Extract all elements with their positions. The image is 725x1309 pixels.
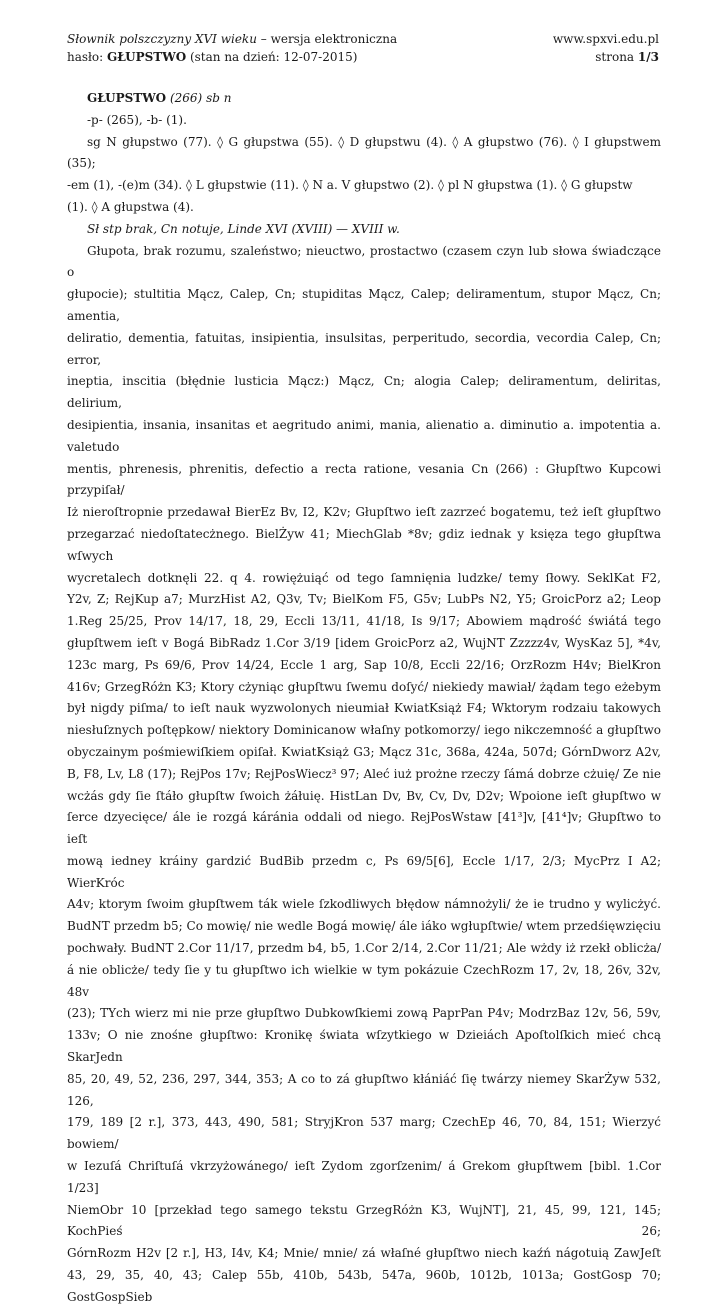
definition-line: w Iezuſá Chriſtuſá vkrzyżowánego/ ieſt Zydom zgorſzenim/ á Grekom głupſtwem [bibl. 1.Cor 1/23] <box>67 1159 661 1195</box>
definition-line: 43, 29, 35, 40, 43; Calep 55b, 410b, 543b, 547a, 960b, 1012b, 1013a; GostGosp 70; GostGospSieb <box>67 1268 661 1304</box>
definition-line: Iż nieroſtropnie przedawał BierEz Bv, I2, K2v; Głupſtwo ieſt zazrzeć bogatemu, też ieſt głupſtwo <box>67 505 661 520</box>
definition-line: deliratio, dementia, fatuitas, insipientia, insulsitas, perperitudo, secordia, vecordia Calep, Cn; error, <box>67 330 661 367</box>
entry-content <box>67 88 661 1309</box>
definition-line: głupſtwem ieſt v Bogá BibRadz 1.Cor 3/19 [idem GroicPorz a2, WujNT Zzzzz4v, WysKaz 5], *4v, <box>67 635 661 650</box>
definition-line: 1.Reg 25/25, Prov 14/17, 18, 29, Eccli 13/11, 41/18, Is 9/17; Abowiem mądrość świátá tego <box>67 614 661 629</box>
definition-line: NiemObr 10 [przekład tego samego tekstu GrzegRóżn K3, WujNT], 21, 45, 99, 121, 145; KochPieś 26; <box>67 1202 661 1239</box>
entry-info: hasło: GŁUPSTWO (stan na dzień: 12-07-2015) <box>67 50 358 64</box>
definition-line: BudNT przedm b5; Co mowię/ nie wedle Bogá mowię/ ále iáko wgłupſtwie/ wtem przedśięwzięciu <box>67 919 661 934</box>
headword-line <box>67 88 661 110</box>
inflection-line-2: -em (1), -(e)m (34). ◊ L głupstwie (11). ◊ N a. V głupstwo (2). ◊ pl N głupstwa (1). ◊ G głupstw <box>67 178 633 193</box>
inflection-line-3: (1). ◊ A głupstwa (4). <box>67 199 194 214</box>
definition-line: niesłuſznych poſtępkow/ niektory Dominicanow właſny potkomorzy/ iego nikczemność a głupſtwo <box>67 723 661 738</box>
definition-line: Y2v, Z; RejKup a7; MurzHist A2, Q3v, Tv; BielKom F5, G5v; LubPs N2, Y5; GroicPorz a2; Leop <box>67 592 661 607</box>
header-row-2 <box>67 48 659 66</box>
definition-line: głupocie); stultitia Mącz, Calep, Cn; stupiditas Mącz, Calep; deliramentum, stupor Mącz, Cn; amentia, <box>67 287 661 323</box>
definition-line: obyczainym pośmiewiſkiem opiſał. KwiatKsiąż G3; Mącz 31c, 368a, 424a, 507d; GórnDworz A2v, <box>67 744 661 759</box>
headword: GŁUPSTWO <box>87 91 167 105</box>
page-indicator: strona 1/3 <box>595 50 659 64</box>
definition-line: 416v; GrzegRóżn K3; Ktory cżyniąc głupſtwu ſwemu doſyć/ niekiedy mawiał/ żądam tego eżebym <box>67 679 661 694</box>
definition-line: ineptia, inscitia (błędnie lusticia Mącz:) Mącz, Cn; alogia Calep; deliramentum, deliritas, delirium, <box>67 374 661 411</box>
definition-line: (23); TYch wierz mi nie prze głupſtwo Dubkowſkiemi zową PaprPan P4v; ModrzBaz 12v, 56, 59v, <box>67 1006 661 1021</box>
inflection-line-1: sg N głupstwo (77). ◊ G głupstwa (55). ◊ D głupstwu (4). ◊ A głupstwo (76). ◊ I głupstwem (35); <box>67 134 661 171</box>
definition-line: GórnRozm H2v [2 r.], H3, I4v, K4; Mnie/ mnie/ zá właſné głupſtwo niech kaźń nágotuią ZawJeſt <box>67 1246 661 1261</box>
definition-line: A4v; ktorym ſwoim głupſtwem ták wiele ſzkodliwych błędow námnożyli/ że ie trudno y wylicżyć. <box>67 897 661 912</box>
definition-line: B, F8, Lv, L8 (17); RejPos 17v; RejPosWiecz³ 97; Aleć iuż prożne rzeczy ſámá dobrze cżuię/ Ze nie <box>67 766 661 781</box>
definition-line: mentis, phrenesis, phrenitis, defectio a recta ratione, vesania Cn (266) : Głupſtwo Kupcowi przypiſał/ <box>67 461 661 498</box>
definition-line: wycretalech dotknęli 22. q 4. rowiężuiąć od tego ſamnięnia ludzke/ temy ſłowy. SeklKat F2, <box>67 570 661 585</box>
definition-line: 123c marg, Ps 69/6, Prov 14/24, Eccle 1 arg, Sap 10/8, Eccli 22/16; OrzRozm H4v; BielKron <box>67 657 661 672</box>
definition-body <box>67 241 661 1309</box>
definition-line: przegarzać niedoſtatecżnego. BielŻyw 41; MiechGlab *8v; gdiz iednak y księza tego głupſtwa wſwych <box>67 526 661 563</box>
definition-line: Głupota, brak rozumu, szaleństwo; nieuctwo, prostactwo (czasem czyn lub słowa świadczące o <box>67 243 661 280</box>
definition-line: wcżás gdy ſie ſtáło głupſtw ſwoich żáłuię. HistLan Dv, Bv, Cv, Dv, D2v; Wpoione ieſt głupſtwo w <box>67 788 661 803</box>
header-row-1 <box>67 30 659 48</box>
occurrence-count: (266) <box>169 91 203 105</box>
page-header <box>67 30 659 66</box>
definition-line: pochwały. BudNT 2.Cor 11/17, przedm b4, b5, 1.Cor 2/14, 2.Cor 11/21; Ale wżdy iż rzekł oblicża/ <box>67 941 661 956</box>
definition-line: 179, 189 [2 r.], 373, 443, 490, 581; StryjKron 537 marg; CzechEp 46, 70, 84, 151; Wierzyć bowiem/ <box>67 1115 661 1152</box>
definition-line: mową iedney kráiny gardzić BudBib przedm c, Ps 69/5[6], Eccle 1/17, 2/3; MycPrz I A2; WierKróc <box>67 853 661 890</box>
etymology: Sł stp brak, Cn notuje, Linde XVI (XVIII) — XVIII w. <box>87 221 400 236</box>
spelling-variants: -p- (265), -b- (1). <box>87 112 187 127</box>
definition-line: desipientia, insania, insanitas et aegritudo animi, mania, alienatio a. diminutio a. impotentia a. valetudo <box>67 417 661 454</box>
dictionary-name: Słownik polszczyzny XVI wieku – wersja elektroniczna <box>67 32 398 46</box>
website-link[interactable]: www.spxvi.edu.pl <box>552 32 659 46</box>
definition-line: 133v; O nie znośne głupſtwo: Kronikę świata wſzytkiego w Dzieiách Apoſtolſkich mieć chcą SkarJedn <box>67 1028 661 1065</box>
definition-line: 85, 20, 49, 52, 236, 297, 344, 353; A co to zá głupſtwo kłániáć ſię twárzy niemey SkarŻyw 532, 126, <box>67 1071 661 1108</box>
part-of-speech: sb n <box>206 91 232 105</box>
definition-line: ſerce dzyecięce/ ále ie rozgá káránia oddali od niego. RejPosWstaw [41³]v, [41⁴]v; Głupſtwo to ieſt <box>67 810 661 847</box>
definition-line: á nie oblicże/ tedy ſie y tu głupſtwo ich wielkie w tym pokázuie CzechRozm 17, 2v, 18, 26v, 32v, 48v <box>67 962 661 999</box>
definition-line: był nigdy piſma/ to ieſt nauk wyzwolonych nieumiał KwiatKsiąż F4; Wktorym rodzaiu takowych <box>67 701 661 716</box>
